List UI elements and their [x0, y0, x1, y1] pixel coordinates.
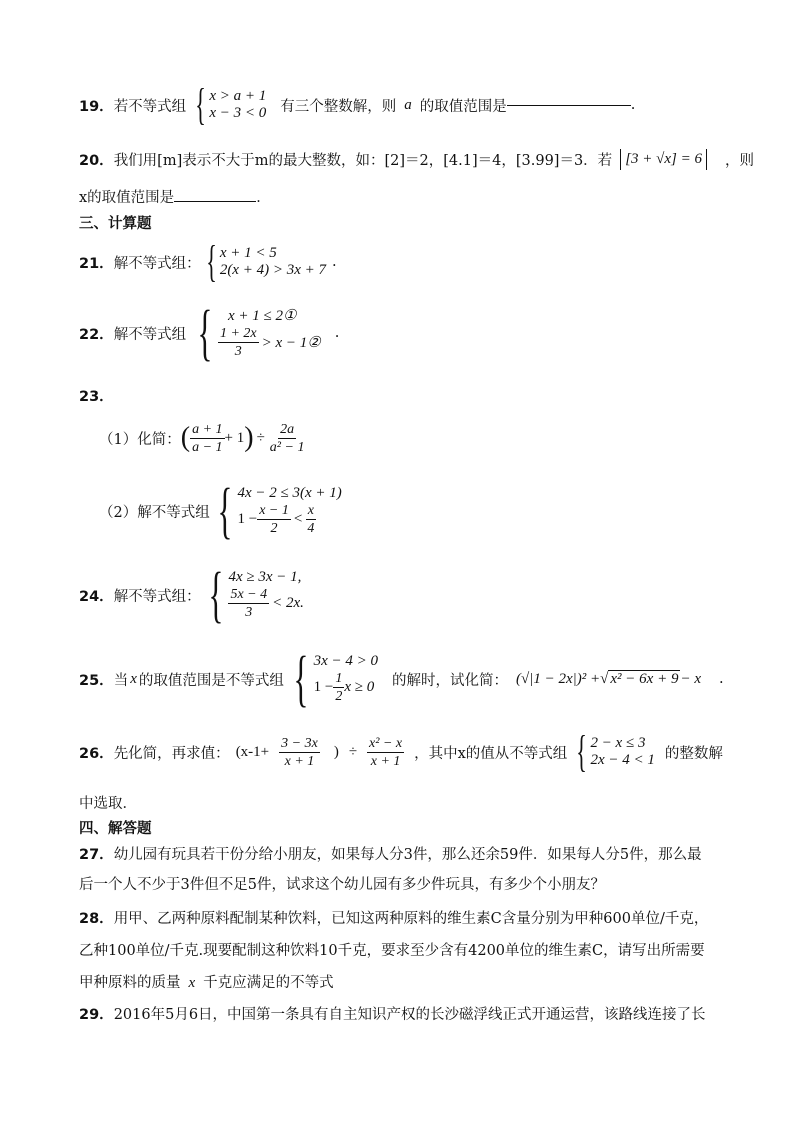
- part-label: （1）化简：: [99, 431, 181, 448]
- system-line-1: 2 − x ≤ 3: [590, 735, 646, 751]
- brace-icon: {: [208, 561, 224, 629]
- question-29-line-1: [79, 1003, 706, 1024]
- question-text: 若不等式组: [113, 98, 187, 115]
- question-text: 2016年5月6日，中国第一条具有自主知识产权的长沙磁浮线正式开通运营，该路线连接了长: [113, 1007, 706, 1023]
- question-27-line-2: 后一个人不少于3件但不足5件，试求这个幼儿园有多少件玩具，有多少个小朋友？: [79, 877, 605, 893]
- brace-icon: {: [293, 645, 309, 713]
- section-heading: 四、解答题: [79, 821, 152, 837]
- brace-icon: {: [197, 299, 213, 367]
- question-20: [79, 146, 754, 172]
- question-21: [79, 238, 337, 286]
- fraction: $\frac{1 + 2x}{3}$: [219, 326, 257, 359]
- system-line-2: 2x − 4 < 1: [590, 752, 655, 768]
- question-text: 我们用[m]表示不大于m的最大整数，如：[2]＝2，[4.1]＝4，[3.99]＝3．若: [113, 152, 613, 169]
- system-line-1: x + 1 < 5: [219, 245, 277, 261]
- question-text: 幼儿园有玩具若干份分给小朋友，如果每人分3件，那么还余59件．如果每人分5件，那么最: [113, 847, 702, 863]
- question-text: 解不等式组: [113, 326, 187, 343]
- math-expression: x² − 6x + 9: [610, 671, 679, 687]
- question-text: 用甲、乙两种原料配制某种饮料，已知这两种原料的维生素C含量分别为甲种600单位/千克，: [113, 911, 709, 927]
- inequality-system: [190, 299, 321, 367]
- question-19: [79, 82, 635, 128]
- question-27-line-1: [79, 843, 702, 864]
- question-number: 21．: [79, 255, 114, 272]
- question-26: [79, 728, 723, 776]
- inequality-system: [571, 727, 655, 776]
- inequality-system: [190, 80, 267, 129]
- system-line-1: 4x − 2 ≤ 3(x + 1): [237, 485, 342, 501]
- question-28-line-3: [79, 971, 334, 992]
- question-text: ，其中x的值从不等式组: [414, 745, 568, 762]
- inequality-system: [201, 561, 304, 629]
- answer-blank: [507, 105, 631, 106]
- math-var: a: [404, 96, 412, 113]
- question-23-part-1: [99, 418, 306, 458]
- inequality-system: [286, 645, 379, 713]
- question-20-line-2: [79, 186, 271, 207]
- question-text: .: [331, 254, 337, 270]
- question-text: 先化简，再求值：: [113, 745, 230, 762]
- question-text: 千克应满足的不等式: [203, 975, 334, 991]
- question-number: 29．: [79, 1007, 114, 1023]
- question-text: ，则: [725, 152, 754, 169]
- fraction: $\frac{5x - 4}{3}$: [230, 587, 268, 620]
- math-text: ÷: [256, 429, 265, 446]
- question-text: x的取值范围是: [79, 190, 175, 206]
- question-number: 27．: [79, 847, 114, 863]
- question-number: 19．: [79, 98, 114, 115]
- question-28-line-2: 乙种100单位/千克.现要配制这种饮料10千克，要求至少含有4200单位的维生素C，请写出所需要: [79, 943, 705, 959]
- question-number: 26．: [79, 745, 114, 762]
- question-number: 25．: [79, 672, 114, 689]
- question-28-line-1: [79, 907, 708, 928]
- fraction: $\frac{1}{2}$: [335, 671, 343, 704]
- math-text: x ≥ 0: [344, 679, 375, 695]
- answer-blank: [174, 201, 256, 202]
- fraction: $\frac{2a}{\text{a² − 1}}$: [269, 421, 305, 455]
- math-expression: (√|1 − 2x|)² +: [516, 670, 601, 687]
- section-heading: 三、计算题: [79, 216, 152, 232]
- question-text: 解不等式组：: [113, 255, 201, 272]
- question-22: [79, 300, 339, 366]
- brace-icon: {: [195, 80, 207, 129]
- fraction: $\frac{x}{4}$: [307, 503, 315, 536]
- brace-icon: {: [205, 237, 217, 286]
- question-number: 23．: [79, 389, 114, 405]
- math-var: x: [188, 975, 196, 991]
- question-26-line-2: 中选取．: [79, 796, 137, 812]
- question-text: 有三个整数解，则: [280, 98, 397, 115]
- question-text: 的取值范围是不等式组: [138, 672, 284, 689]
- question-24: [79, 562, 304, 628]
- question-number: 28．: [79, 911, 114, 927]
- question-23-part-2: [99, 478, 342, 544]
- math-text: 1 −: [313, 679, 334, 695]
- fraction: $\frac{\text{x² − x}}{x + 1}$: [369, 735, 403, 769]
- question-text: 当: [113, 672, 129, 689]
- brace-icon: {: [217, 477, 233, 545]
- system-line-2: > x − 1②: [261, 335, 321, 351]
- question-text: 的解时，试化简：: [392, 672, 509, 689]
- math-expression: − x: [680, 670, 701, 687]
- math-text: ): [333, 743, 339, 760]
- question-text: .: [630, 97, 636, 113]
- system-line-2: 2(x + 4) > 3x + 7: [219, 262, 326, 278]
- inequality-system: [210, 477, 342, 545]
- question-text: .: [718, 671, 724, 687]
- fraction: $\frac{3 - 3x}{x + 1}$: [281, 735, 318, 769]
- paren-icon: (: [180, 422, 191, 453]
- system-line-1: 3x − 4 > 0: [313, 653, 379, 669]
- question-text: .: [334, 325, 340, 341]
- floor-expression: [3 + √x] = 6: [620, 149, 707, 170]
- question-text: 甲种原料的质量: [79, 975, 181, 991]
- paren-icon: ): [244, 422, 254, 453]
- fraction: $\frac{a + 1}{a - 1}$: [192, 421, 223, 455]
- question-text: 的整数解: [664, 745, 723, 762]
- inequality-system: [201, 237, 326, 286]
- fraction: $\frac{x - 1}{2}$: [259, 503, 289, 536]
- brace-icon: {: [576, 727, 588, 776]
- system-line-2: x − 3 < 0: [209, 105, 267, 121]
- math-text: + 1: [224, 429, 245, 446]
- math-text: <: [293, 511, 303, 527]
- question-number: 22．: [79, 326, 114, 343]
- math-text: ÷: [348, 743, 358, 760]
- part-label: （2）解不等式组: [99, 504, 210, 521]
- system-line-1: 4x ≥ 3x − 1,: [228, 569, 302, 585]
- question-25: [79, 646, 724, 712]
- system-line-2: < 2x.: [272, 595, 304, 611]
- question-text: ．: [256, 190, 271, 206]
- sqrt-icon: √: [600, 670, 609, 687]
- math-text: 1 −: [237, 511, 258, 527]
- question-text: 解不等式组：: [113, 588, 201, 605]
- math-var: x: [130, 670, 137, 687]
- question-number: 20．: [79, 152, 114, 169]
- system-line-1: x + 1 ≤ 2①: [227, 308, 297, 324]
- system-line-1: x > a + 1: [209, 88, 267, 104]
- question-text: 的取值范围是: [419, 98, 507, 115]
- math-text: (x-1+: [235, 743, 270, 760]
- question-number: 24．: [79, 588, 114, 605]
